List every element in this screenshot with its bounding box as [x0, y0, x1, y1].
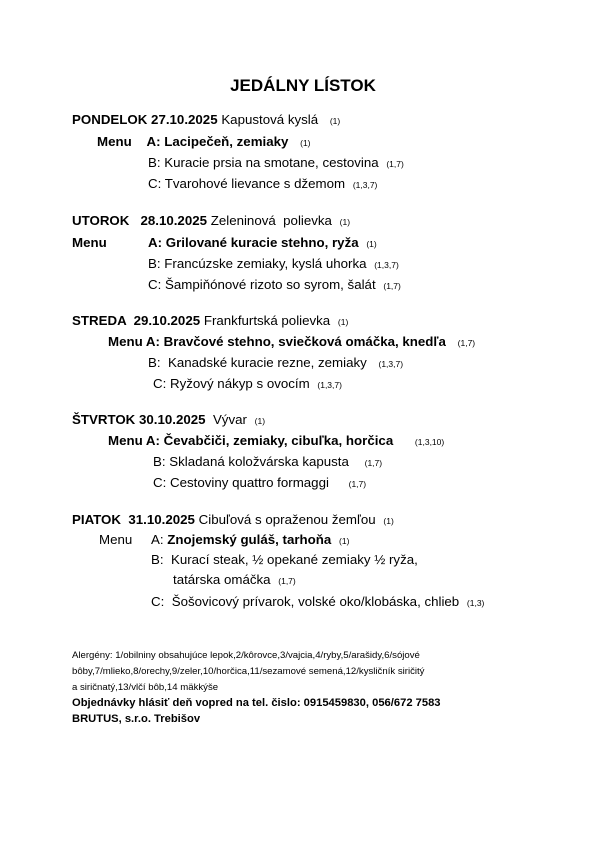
menu-a-row [108, 334, 475, 351]
dish-a: Bravčové stehno, sviečková omáčka, knedľa [163, 334, 446, 349]
soup-allergens: (1) [254, 416, 266, 426]
menu-letter: B: [148, 155, 161, 170]
menu-c-row [153, 475, 366, 492]
dish-allergens: (1) [300, 138, 311, 148]
dish-allergens: (1,7) [364, 458, 383, 468]
day-tuesday-row [72, 213, 350, 230]
dish-b: Skladaná koložvárska kapusta [169, 454, 349, 469]
dish-c: Ryžový nákyp s ovocím [170, 376, 310, 391]
menu-c-row [153, 376, 342, 393]
soup-allergens: (1) [383, 516, 394, 526]
menu-letter: A: [146, 134, 161, 149]
menu-letter: C: [153, 475, 167, 490]
dish-c: Cestoviny quattro formaggi [170, 475, 329, 490]
dish-b: Kurací steak, ½ opekané zemiaky ½ ryža, [170, 552, 418, 567]
menu-letter: A: [145, 334, 160, 349]
dish-allergens: (1,3,7) [352, 180, 378, 190]
dish-allergens: (1,3,10) [414, 437, 445, 447]
day-header: PIATOK 31.10.2025 [72, 512, 195, 527]
soup-allergens: (1) [337, 317, 349, 327]
menu-b-row [153, 454, 382, 471]
menu-b-row [148, 355, 403, 372]
menu-a-row [108, 433, 444, 450]
menu-a-dish [148, 235, 377, 252]
dish-allergens: (1,3,7) [374, 260, 399, 270]
dish-c: Tvarohové lievance s džemom [164, 176, 346, 191]
menu-label: Menu [72, 235, 107, 250]
menu-c-row [148, 277, 401, 294]
dish-allergens: (1,7) [383, 281, 401, 291]
menu-label: Menu [99, 532, 133, 547]
soup-name: Cibuľová s opraženou žemľou [198, 512, 376, 527]
menu-b-row [148, 256, 399, 273]
menu-a-row [99, 532, 132, 548]
menu-letter: B: [148, 355, 161, 370]
dish-allergens: (1,7) [457, 338, 476, 348]
menu-b-row [151, 552, 418, 568]
menu-letter: C: [148, 277, 162, 292]
dish-allergens: (1,7) [348, 479, 367, 489]
menu-b-row [148, 155, 404, 172]
day-thursday-row [72, 412, 265, 429]
dish-a: Čevabčiči, zemiaky, cibuľka, horčica [163, 433, 394, 448]
menu-a-row [72, 235, 107, 251]
allergens-note-line2: bôby,7/mlieko,8/orechy,9/zeler,10/horčica,11/sezamové semená,12/kysličník siričitý [72, 666, 425, 677]
soup-name: Frankfurtská polievka [203, 313, 331, 328]
dish-allergens: (1,3,7) [378, 359, 404, 369]
dish-c: Šošovicový prívarok, volské oko/klobáska, chlieb [171, 594, 460, 609]
menu-b-row-cont [173, 572, 296, 589]
dish-a: Grilované kuracie stehno, ryža [165, 235, 359, 250]
menu-a-row [97, 134, 311, 151]
day-wednesday-row [72, 313, 348, 330]
menu-c-row [148, 176, 377, 193]
soup-allergens: (1) [339, 217, 351, 227]
dish-allergens: (1,7) [386, 159, 404, 169]
dish-allergens: (1) [339, 536, 350, 546]
dish-b: Kanadské kuracie rezne, zemiaky [167, 355, 367, 370]
dish-c: Šampiňónové rizoto so syrom, šalát [165, 277, 376, 292]
menu-label: Menu [108, 433, 143, 448]
menu-label: Menu [108, 334, 143, 349]
company-name: BRUTUS, s.r.o. Trebišov [72, 713, 201, 725]
dish-b: Kuracie prsia na smotane, cestovina [164, 155, 379, 170]
dish-allergens: (1,3) [466, 598, 485, 608]
menu-letter: A: [148, 235, 163, 250]
menu-letter: A: [151, 532, 164, 547]
day-header: ŠTVRTOK 30.10.2025 [72, 412, 206, 427]
dish-a: Znojemský guláš, tarhoňa [167, 532, 332, 547]
soup-name: Kapustová kyslá [221, 112, 319, 127]
menu-c-row [151, 594, 484, 611]
dish-b-cont: tatárska omáčka [173, 572, 271, 587]
page-title: JEDÁLNY LÍSTOK [230, 76, 376, 95]
order-note: Objednávky hlásiť deň vopred na tel. čislo: 0915459830, 056/672 7583 [72, 697, 441, 709]
dish-a: Lacipečeň, zemiaky [164, 134, 289, 149]
allergens-note-line1: Alergény: 1/obilniny obsahujúce lepok,2/kôrovce,3/vajcia,4/ryby,5/arašidy,6/sójové [72, 650, 420, 661]
day-monday-row [72, 112, 340, 129]
menu-a-dish [151, 532, 349, 549]
soup-name: Vývar [212, 412, 247, 427]
allergens-note-line3: a siričnatý,13/vlčí bôb,14 mäkkýše [72, 682, 219, 693]
menu-letter: C: [153, 376, 167, 391]
day-header: STREDA 29.10.2025 [72, 313, 201, 328]
day-friday-row [72, 512, 394, 529]
dish-b: Francúzske zemiaky, kyslá uhorka [164, 256, 367, 271]
menu-label: Menu [97, 134, 132, 149]
menu-letter: C: [148, 176, 162, 191]
menu-letter: B: [153, 454, 166, 469]
dish-allergens: (1,7) [278, 576, 296, 586]
dish-allergens: (1) [366, 239, 377, 249]
dish-allergens: (1,3,7) [317, 380, 342, 390]
menu-letter: A: [145, 433, 160, 448]
soup-allergens: (1) [329, 116, 341, 126]
day-header: PONDELOK 27.10.2025 [72, 112, 218, 127]
soup-name: Zeleninová polievka [210, 213, 332, 228]
menu-letter: C: [151, 594, 165, 609]
menu-letter: B: [148, 256, 161, 271]
day-header: UTOROK 28.10.2025 [72, 213, 208, 228]
menu-letter: B: [151, 552, 164, 567]
